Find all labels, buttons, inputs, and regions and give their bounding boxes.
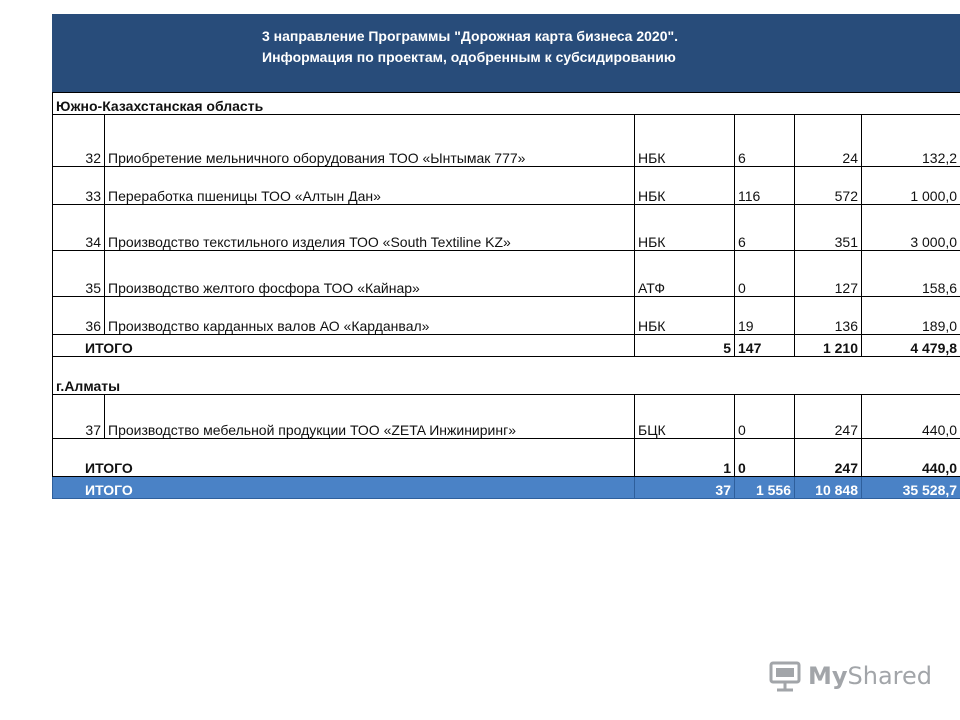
presentation-board-icon [768, 659, 802, 693]
title-line-2: Информация по проектам, одобренным к субсидированию [262, 49, 676, 65]
table-row [53, 205, 960, 251]
subtotal-value-3: 4 479,8 [862, 335, 960, 357]
row-number: 34 [53, 205, 105, 251]
section-header-row [53, 93, 960, 115]
table-row [53, 115, 960, 167]
row-number: 33 [53, 167, 105, 205]
row-number: 36 [53, 297, 105, 335]
row-number: 32 [53, 115, 105, 167]
grand-total-count: 37 [635, 477, 735, 499]
value-cell-2: 24 [795, 115, 862, 167]
bank-cell: БЦК [635, 395, 735, 439]
subtotal-row [53, 439, 960, 477]
grand-total-label: ИТОГО [53, 477, 635, 499]
grand-total-value-3: 35 528,7 [862, 477, 960, 499]
table-row [53, 395, 960, 439]
subtotal-value-1: 0 [735, 439, 795, 477]
project-name: Производство текстильного изделия ТОО «South Textiline KZ» [105, 205, 635, 251]
title-line-1: 3 направление Программы "Дорожная карта бизнеса 2020". [262, 28, 679, 44]
value-cell-1: 0 [735, 251, 795, 297]
subtotal-label: ИТОГО [53, 335, 635, 357]
project-name: Производство карданных валов АО «Карданвал» [105, 297, 635, 335]
value-cell-3: 189,0 [862, 297, 960, 335]
value-cell-2: 127 [795, 251, 862, 297]
bank-cell: НБК [635, 297, 735, 335]
bank-cell: НБК [635, 115, 735, 167]
value-cell-2: 351 [795, 205, 862, 251]
value-cell-1: 116 [735, 167, 795, 205]
row-number: 35 [53, 251, 105, 297]
section-title: г.Алматы [53, 357, 960, 395]
table-row [53, 167, 960, 205]
value-cell-2: 247 [795, 395, 862, 439]
value-cell-1: 6 [735, 205, 795, 251]
subtotal-value-2: 1 210 [795, 335, 862, 357]
value-cell-1: 0 [735, 395, 795, 439]
project-name: Производство мебельной продукции ТОО «ZETA Инжиниринг» [105, 395, 635, 439]
subtotal-count: 1 [635, 439, 735, 477]
value-cell-1: 19 [735, 297, 795, 335]
projects-table [52, 92, 960, 499]
project-name: Переработка пшеницы ТОО «Алтын Дан» [105, 167, 635, 205]
bank-cell: НБК [635, 205, 735, 251]
subtotal-value-3: 440,0 [862, 439, 960, 477]
subtotal-value-2: 247 [795, 439, 862, 477]
section-title: Южно-Казахстанская область [53, 93, 960, 115]
subtotal-count: 5 [635, 335, 735, 357]
value-cell-3: 440,0 [862, 395, 960, 439]
value-cell-2: 136 [795, 297, 862, 335]
grand-total-value-1: 1 556 [735, 477, 795, 499]
value-cell-3: 3 000,0 [862, 205, 960, 251]
section-header-row [53, 357, 960, 395]
subtotal-value-1: 147 [735, 335, 795, 357]
watermark-my: My [808, 662, 848, 690]
value-cell-3: 1 000,0 [862, 167, 960, 205]
value-cell-1: 6 [735, 115, 795, 167]
value-cell-2: 572 [795, 167, 862, 205]
value-cell-3: 158,6 [862, 251, 960, 297]
project-name: Приобретение мельничного оборудования ТОО «Ынтымак 777» [105, 115, 635, 167]
grand-total-value-2: 10 848 [795, 477, 862, 499]
project-name: Производство желтого фосфора ТОО «Кайнар» [105, 251, 635, 297]
subtotal-row [53, 335, 960, 357]
table-row [53, 251, 960, 297]
myshared-watermark [768, 656, 932, 696]
table-row [53, 297, 960, 335]
subtotal-label: ИТОГО [53, 439, 635, 477]
table-title [52, 14, 960, 92]
watermark-shared: Shared [847, 662, 933, 690]
bank-cell: НБК [635, 167, 735, 205]
bank-cell: АТФ [635, 251, 735, 297]
value-cell-3: 132,2 [862, 115, 960, 167]
row-number: 37 [53, 395, 105, 439]
grand-total-row [53, 477, 960, 499]
